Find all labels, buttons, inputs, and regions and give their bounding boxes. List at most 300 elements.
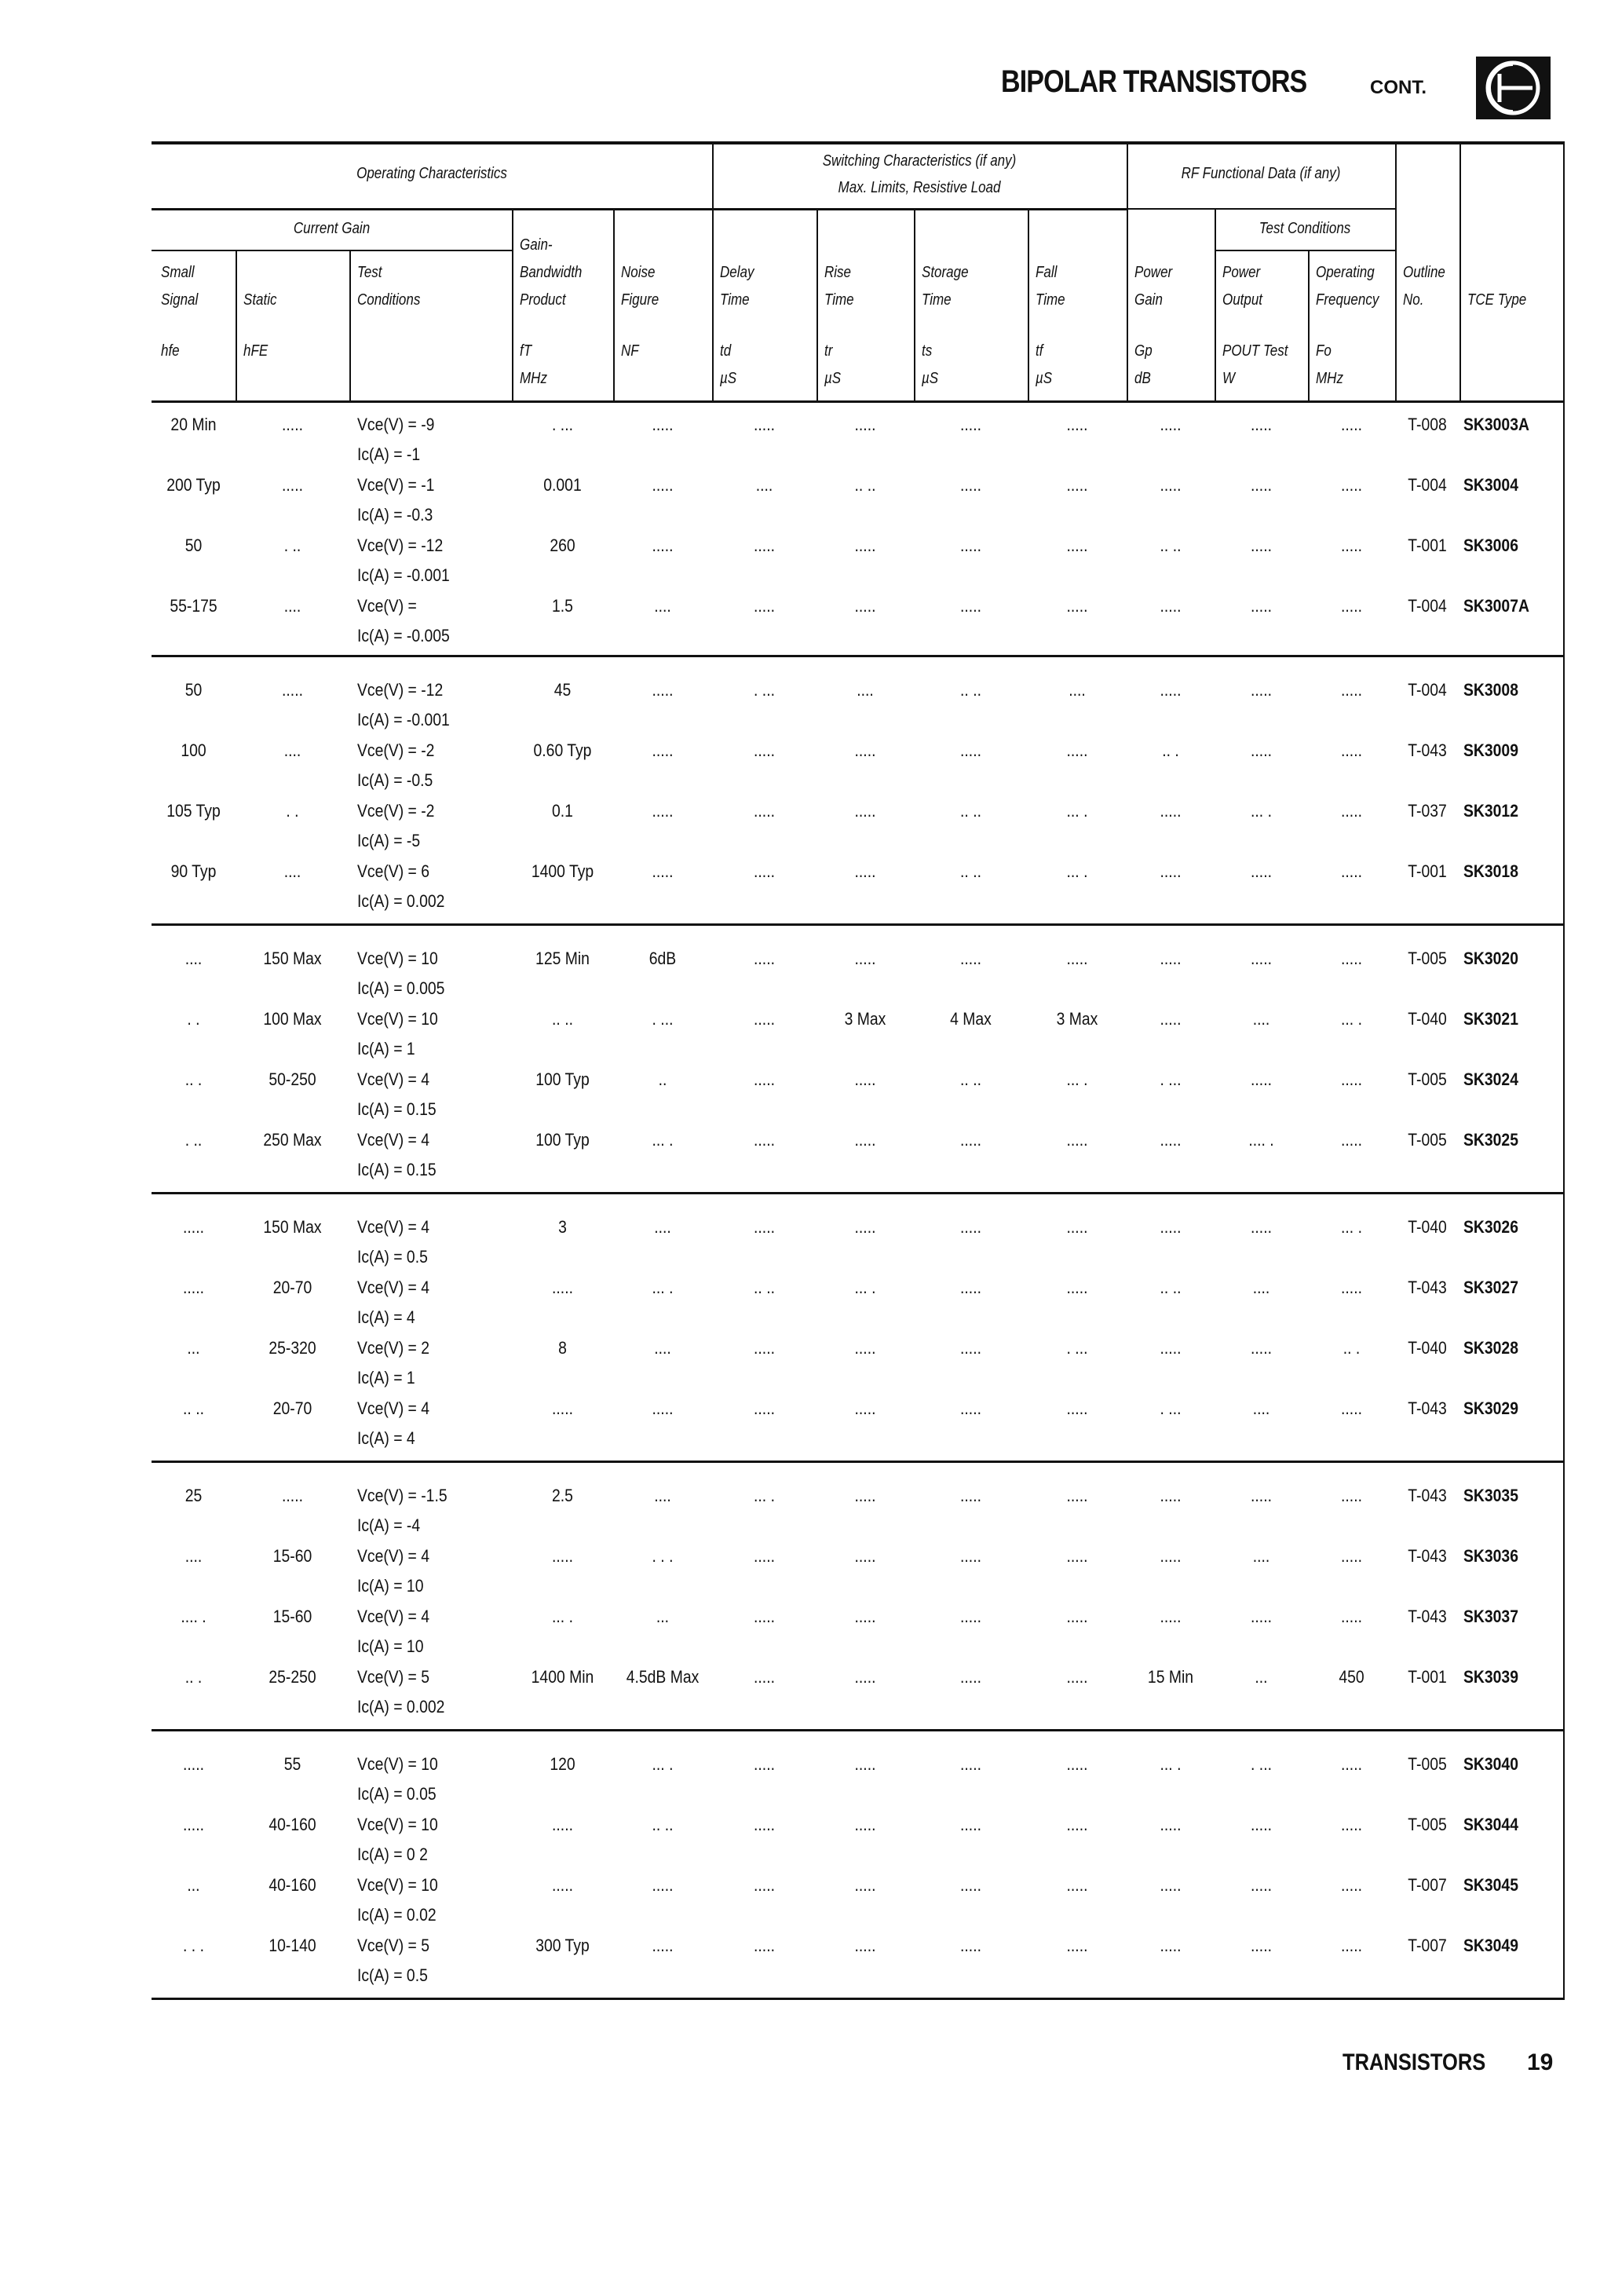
cell-ic: Ic(A) = 0.05	[357, 1784, 437, 1804]
cell-fo: .....	[1341, 596, 1362, 616]
cell-tr: ... .	[854, 1278, 876, 1297]
cell-hfe: 25-320	[269, 1338, 316, 1358]
column-header-rise: µS	[824, 370, 842, 387]
cell-td: .....	[754, 1875, 775, 1895]
cell-ft: 1.5	[552, 596, 573, 616]
cell-tf: .....	[1066, 536, 1088, 555]
cell-gp: .....	[1160, 475, 1182, 495]
column-header-tce-type: TCE Type	[1467, 291, 1527, 309]
cell-ft: 120	[550, 1754, 575, 1774]
cell-ts: .....	[960, 1486, 981, 1505]
cell-outline: T-005	[1408, 1069, 1447, 1089]
cell-hfe: .... .	[181, 1607, 206, 1626]
cell-ft: 100 Typ	[535, 1069, 590, 1089]
column-header-power-gain: Gp	[1134, 342, 1153, 360]
cell-type: SK3026	[1463, 1217, 1518, 1237]
cell-hfe: .....	[183, 1815, 204, 1834]
cell-gp: .. ..	[1160, 1278, 1182, 1297]
cell-vce: Vce(V) = -2	[357, 740, 435, 760]
cell-td: .....	[754, 1546, 775, 1566]
cell-hfe: .....	[282, 475, 303, 495]
cell-ic: Ic(A) = -4	[357, 1515, 421, 1535]
cell-gp: .....	[1160, 1130, 1182, 1150]
cell-fo: .....	[1341, 475, 1362, 495]
cell-vce: Vce(V) = 5	[357, 1936, 430, 1955]
cell-tf: .....	[1066, 596, 1088, 616]
cell-outline: T-040	[1408, 1338, 1447, 1358]
cell-type: SK3036	[1463, 1546, 1518, 1566]
cell-outline: T-040	[1408, 1009, 1447, 1029]
cell-pout: .....	[1251, 1069, 1272, 1089]
cell-hfe: 50	[184, 536, 203, 555]
column-header-power-output: Output	[1222, 291, 1263, 309]
cell-nf: ....	[654, 596, 671, 616]
column-header-small-signal: Small	[161, 264, 195, 281]
table-row	[0, 1212, 1622, 1273]
cell-nf: .....	[652, 740, 674, 760]
cell-gp: .....	[1160, 415, 1182, 434]
cell-pout: .....	[1251, 1486, 1272, 1505]
cell-tr: .....	[854, 1754, 876, 1774]
cell-gp: .....	[1160, 801, 1182, 821]
cell-type: SK3008	[1463, 680, 1518, 700]
cell-tr: .....	[854, 861, 876, 881]
column-header-power-gain: Power	[1134, 264, 1173, 281]
cell-outline: T-001	[1408, 861, 1447, 881]
cell-hfe: . .	[187, 1009, 200, 1029]
cell-hfe: 105 Typ	[166, 801, 221, 821]
cell-tf: ... .	[1066, 1069, 1088, 1089]
cell-ic: Ic(A) = 0.005	[357, 978, 445, 998]
cell-ts: .....	[960, 1217, 981, 1237]
table-row	[0, 1870, 1622, 1931]
cell-pout: .....	[1251, 1607, 1272, 1626]
cell-tr: .....	[854, 596, 876, 616]
cell-nf: .....	[652, 1875, 674, 1895]
table-row	[0, 1662, 1622, 1723]
cell-tf: .....	[1066, 1754, 1088, 1774]
cell-pout: .....	[1251, 415, 1272, 434]
cell-fo: .....	[1341, 1398, 1362, 1418]
cell-vce: Vce(V) = -2	[357, 801, 435, 821]
table-row	[0, 470, 1622, 531]
cell-vce: Vce(V) = 5	[357, 1667, 430, 1687]
cell-ft: 1400 Typ	[531, 861, 594, 881]
cell-ft: 100 Typ	[535, 1130, 590, 1150]
cell-vce: Vce(V) = 10	[357, 1009, 438, 1029]
cell-hfe: .....	[183, 1754, 204, 1774]
column-header-power-output: Power	[1222, 264, 1261, 281]
cell-td: .....	[754, 1338, 775, 1358]
cell-vce: Vce(V) = 4	[357, 1217, 430, 1237]
cell-td: .....	[754, 1069, 775, 1089]
cell-tr: .....	[854, 1936, 876, 1955]
cell-nf: ... .	[652, 1278, 674, 1297]
cell-outline: T-005	[1408, 1754, 1447, 1774]
cell-ts: .....	[960, 1398, 981, 1418]
column-header-delay: td	[720, 342, 732, 360]
cell-vce: Vce(V) = -1	[357, 475, 435, 495]
cell-tf: .....	[1066, 1875, 1088, 1895]
cell-gp: .....	[1160, 1875, 1182, 1895]
cell-outline: T-008	[1408, 415, 1447, 434]
column-header-static: hFE	[243, 342, 269, 360]
column-header-power-output: W	[1222, 370, 1236, 387]
cell-td: .....	[754, 1398, 775, 1418]
cell-gp: .....	[1160, 1607, 1182, 1626]
row-group	[0, 675, 1622, 917]
cell-ft: 3	[558, 1217, 567, 1237]
cell-hfe: 200 Typ	[166, 475, 221, 495]
cell-outline: T-043	[1408, 740, 1447, 760]
cell-nf: ...	[656, 1607, 670, 1626]
column-header-nf: Figure	[621, 291, 659, 309]
cell-nf: ....	[654, 1486, 671, 1505]
cell-tr: .....	[854, 1338, 876, 1358]
cell-hfe: 20 Min	[170, 415, 217, 434]
cell-tf: .....	[1066, 1546, 1088, 1566]
cell-type: SK3006	[1463, 536, 1518, 555]
cell-gp: . ...	[1160, 1398, 1182, 1418]
cell-hfe: .....	[183, 1217, 204, 1237]
cell-tf: .....	[1066, 1398, 1088, 1418]
footer-section: TRANSISTORS	[1343, 2049, 1486, 2075]
cell-tr: .....	[854, 1486, 876, 1505]
cell-nf: .....	[652, 415, 674, 434]
cell-fo: 450	[1339, 1667, 1364, 1687]
cell-ic: Ic(A) = 0.002	[357, 891, 445, 911]
cell-ic: Ic(A) = -0.005	[357, 626, 450, 645]
cell-type: SK3021	[1463, 1009, 1518, 1029]
cell-td: .....	[754, 415, 775, 434]
header-current-gain: Current Gain	[293, 220, 371, 237]
cell-tr: .....	[854, 1069, 876, 1089]
cell-fo: .....	[1341, 861, 1362, 881]
cell-gp: .....	[1160, 1546, 1182, 1566]
cell-nf: .....	[652, 680, 674, 700]
cell-vce: Vce(V) = 4	[357, 1546, 430, 1566]
cell-ic: Ic(A) = 10	[357, 1576, 424, 1596]
cell-ts: .. ..	[960, 801, 981, 821]
cell-type: SK3009	[1463, 740, 1518, 760]
cell-ft: 8	[558, 1338, 567, 1358]
cell-vce: Vce(V) = 10	[357, 1875, 438, 1895]
cell-type: SK3025	[1463, 1130, 1518, 1150]
column-header-delay: µS	[720, 370, 737, 387]
cell-pout: ....	[1252, 1546, 1270, 1566]
cell-td: .....	[754, 1754, 775, 1774]
table-row	[0, 1273, 1622, 1333]
cell-pout: .....	[1251, 1875, 1272, 1895]
cell-hfe: .. ..	[183, 1398, 204, 1418]
column-header-test-conditions: Conditions	[357, 291, 421, 309]
cell-ft: 0.60 Typ	[533, 740, 592, 760]
cell-pout: .....	[1251, 536, 1272, 555]
column-header-power-gain: dB	[1134, 370, 1151, 387]
cell-tf: .....	[1066, 1278, 1088, 1297]
cell-td: .....	[754, 949, 775, 968]
cell-type: SK3004	[1463, 475, 1518, 495]
cell-gp: .....	[1160, 1338, 1182, 1358]
cell-tf: .....	[1066, 1607, 1088, 1626]
cell-outline: T-005	[1408, 949, 1447, 968]
cell-tf: .....	[1066, 1130, 1088, 1150]
cell-outline: T-007	[1408, 1936, 1447, 1955]
cell-pout: ....	[1252, 1398, 1270, 1418]
cell-outline: T-043	[1408, 1486, 1447, 1505]
cell-gp: .. .	[1162, 740, 1179, 760]
column-header-storage: Time	[922, 291, 952, 309]
cell-outline: T-043	[1408, 1278, 1447, 1297]
column-header-storage: ts	[922, 342, 933, 360]
cell-gp: .....	[1160, 680, 1182, 700]
cell-hfe: . ..	[283, 536, 301, 555]
cell-nf: . ...	[652, 1009, 674, 1029]
cell-fo: .....	[1341, 949, 1362, 968]
cell-outline: T-004	[1408, 475, 1447, 495]
cell-tf: .....	[1066, 1815, 1088, 1834]
cell-type: SK3020	[1463, 949, 1518, 968]
cell-ft: 45	[553, 680, 572, 700]
cell-nf: ..	[658, 1069, 667, 1089]
cell-pout: .....	[1251, 680, 1272, 700]
cell-ts: .. ..	[960, 680, 981, 700]
cell-vce: Vce(V) = 4	[357, 1278, 430, 1297]
cell-pout: .....	[1251, 740, 1272, 760]
cell-fo: .....	[1341, 1936, 1362, 1955]
table-row	[0, 1333, 1622, 1394]
table-row	[0, 1749, 1622, 1810]
cell-gp: . ...	[1160, 1069, 1182, 1089]
cell-ic: Ic(A) = 0.5	[357, 1247, 428, 1267]
cell-gp: .....	[1160, 1009, 1182, 1029]
cell-ic: Ic(A) = 1	[357, 1039, 415, 1058]
cell-pout: .....	[1251, 596, 1272, 616]
table-row	[0, 857, 1622, 917]
cell-td: .....	[754, 1130, 775, 1150]
cell-ic: Ic(A) = -5	[357, 831, 421, 850]
cell-ts: .....	[960, 475, 981, 495]
cell-hfe: 40-160	[269, 1815, 316, 1834]
cell-hfe: 25-250	[269, 1667, 316, 1687]
cell-ic: Ic(A) = -1	[357, 444, 421, 464]
cell-hfe: .....	[282, 1486, 303, 1505]
cell-tf: .....	[1066, 475, 1088, 495]
cell-type: SK3037	[1463, 1607, 1518, 1626]
cell-outline: T-004	[1408, 596, 1447, 616]
table-row	[0, 410, 1622, 470]
cell-ic: Ic(A) = 10	[357, 1636, 424, 1656]
cell-ic: Ic(A) = 0.02	[357, 1905, 437, 1925]
cell-fo: .....	[1341, 415, 1362, 434]
cell-hfe: 55	[283, 1754, 301, 1774]
cell-ic: Ic(A) = -0.5	[357, 770, 433, 790]
cell-ft: .....	[552, 1546, 573, 1566]
cell-ic: Ic(A) = -0.001	[357, 565, 450, 585]
cell-nf: ... .	[652, 1130, 674, 1150]
cell-hfe: ...	[187, 1338, 200, 1358]
cell-nf: ... .	[652, 1754, 674, 1774]
row-group	[0, 1212, 1622, 1454]
cell-ft: .....	[552, 1815, 573, 1834]
column-header-op-freq: Operating	[1316, 264, 1375, 281]
cell-hfe: 90 Typ	[170, 861, 217, 881]
cell-tr: .....	[854, 949, 876, 968]
cell-type: SK3044	[1463, 1815, 1518, 1834]
cell-type: SK3024	[1463, 1069, 1518, 1089]
cell-vce: Vce(V) =	[357, 596, 417, 616]
cell-hfe: 20-70	[272, 1398, 312, 1418]
cell-tf: .....	[1066, 1486, 1088, 1505]
cell-ts: .....	[960, 596, 981, 616]
cell-ts: .....	[960, 415, 981, 434]
table-row	[0, 1394, 1622, 1454]
cell-td: .. ..	[754, 1278, 775, 1297]
cell-tr: .....	[854, 1875, 876, 1895]
cell-hfe: 250 Max	[263, 1130, 322, 1150]
column-header-rise: tr	[824, 342, 833, 360]
cell-gp: .....	[1160, 596, 1182, 616]
row-group	[0, 944, 1622, 1186]
cell-tf: .....	[1066, 415, 1088, 434]
cell-hfe: 150 Max	[263, 1217, 322, 1237]
cell-fo: .....	[1341, 536, 1362, 555]
cell-ts: .....	[960, 740, 981, 760]
cell-pout: ....	[1252, 1009, 1270, 1029]
cell-tr: .. ..	[854, 475, 876, 495]
cell-hfe: ....	[184, 1546, 203, 1566]
cell-td: .....	[754, 1815, 775, 1834]
cell-hfe: 50-250	[269, 1069, 316, 1089]
cell-td: .....	[754, 801, 775, 821]
row-group	[0, 1481, 1622, 1723]
cell-gp: .....	[1160, 1815, 1182, 1834]
cell-tf: .....	[1066, 1217, 1088, 1237]
cell-ts: .....	[960, 1546, 981, 1566]
column-header-static: Static	[243, 291, 277, 309]
cell-tr: .....	[854, 1546, 876, 1566]
cell-vce: Vce(V) = 4	[357, 1607, 430, 1626]
cell-hfe: ....	[184, 949, 203, 968]
cell-ts: .....	[960, 1815, 981, 1834]
cell-nf: .. ..	[652, 1815, 674, 1834]
cell-pout: .....	[1251, 475, 1272, 495]
cell-hfe: .....	[282, 680, 303, 700]
cell-hfe: . .	[286, 801, 299, 821]
cell-tf: .....	[1066, 949, 1088, 968]
cell-nf: .....	[652, 1398, 674, 1418]
cell-type: SK3049	[1463, 1936, 1518, 1955]
cell-ft: .....	[552, 1875, 573, 1895]
cell-gp: .....	[1160, 861, 1182, 881]
cell-ic: Ic(A) = 4	[357, 1428, 415, 1448]
table-row	[0, 1810, 1622, 1870]
cell-fo: .. .	[1343, 1338, 1361, 1358]
table-row	[0, 1065, 1622, 1125]
cell-hfe: ....	[283, 740, 301, 760]
column-header-delay: Time	[720, 291, 750, 309]
cell-hfe: 15-60	[272, 1607, 312, 1626]
cell-fo: .....	[1341, 1069, 1362, 1089]
cell-pout: .....	[1251, 949, 1272, 968]
cell-ft: .. ..	[552, 1009, 573, 1029]
column-header-op-freq: MHz	[1316, 370, 1343, 387]
cell-tr: 3 Max	[844, 1009, 886, 1029]
cell-type: SK3007A	[1463, 596, 1529, 616]
cell-vce: Vce(V) = 10	[357, 1815, 438, 1834]
cell-hfe: ....	[283, 861, 301, 881]
cell-tf: .....	[1066, 1667, 1088, 1687]
cell-vce: Vce(V) = 10	[357, 1754, 438, 1774]
cell-outline: T-043	[1408, 1607, 1447, 1626]
cell-tr: .....	[854, 1130, 876, 1150]
cell-ic: Ic(A) = 1	[357, 1368, 415, 1387]
cell-outline: T-001	[1408, 536, 1447, 555]
cell-ft: 125 Min	[535, 949, 590, 968]
cell-tr: ....	[857, 680, 874, 700]
row-group	[0, 1749, 1622, 1991]
cell-td: . ...	[754, 680, 775, 700]
cell-tr: .....	[854, 1398, 876, 1418]
cell-gp: .....	[1160, 1217, 1182, 1237]
cell-type: SK3018	[1463, 861, 1518, 881]
cell-hfe: 100	[181, 740, 206, 760]
cell-fo: ... .	[1341, 1217, 1362, 1237]
column-header-power-output: POUT Test	[1222, 342, 1288, 360]
cell-pout: ...	[1255, 1667, 1268, 1687]
cell-fo: .....	[1341, 1875, 1362, 1895]
cell-gp: ... .	[1160, 1754, 1182, 1774]
cell-nf: ....	[654, 1217, 671, 1237]
column-header-delay: Delay	[720, 264, 754, 281]
cell-pout: ... .	[1251, 801, 1272, 821]
cell-outline: T-043	[1408, 1546, 1447, 1566]
cell-hfe: 10-140	[269, 1936, 316, 1955]
cell-td: .....	[754, 1936, 775, 1955]
column-header-storage: Storage	[922, 264, 969, 281]
brand-logo-icon	[1476, 57, 1551, 119]
cell-td: .....	[754, 1009, 775, 1029]
cell-nf: .....	[652, 861, 674, 881]
cell-ft: 0.001	[543, 475, 582, 495]
cell-outline: T-001	[1408, 1667, 1447, 1687]
header-operating: Operating Characteristics	[356, 165, 507, 182]
cell-ft: .....	[552, 1398, 573, 1418]
header-switching: Switching Characteristics (if any)	[822, 152, 1017, 170]
cell-ts: .. ..	[960, 861, 981, 881]
cell-pout: .....	[1251, 1338, 1272, 1358]
cell-hfe: . . .	[183, 1936, 204, 1955]
cell-tf: .....	[1066, 1936, 1088, 1955]
cell-pout: .....	[1251, 1936, 1272, 1955]
cell-tr: .....	[854, 415, 876, 434]
table-row	[0, 1602, 1622, 1662]
column-header-nf: Noise	[621, 264, 656, 281]
cell-tr: .....	[854, 1815, 876, 1834]
table-row	[0, 531, 1622, 591]
cell-ft: 2.5	[552, 1486, 573, 1505]
cell-nf: .....	[652, 801, 674, 821]
cell-ts: .....	[960, 1667, 981, 1687]
cell-hfe: ....	[283, 596, 301, 616]
cell-fo: .....	[1341, 1130, 1362, 1150]
column-header-gbw: Product	[520, 291, 566, 309]
header-rf: RF Functional Data (if any)	[1181, 165, 1341, 182]
cell-type: SK3028	[1463, 1338, 1518, 1358]
cell-gp: 15 Min	[1147, 1667, 1194, 1687]
cell-ic: Ic(A) = 0.002	[357, 1697, 445, 1717]
column-header-rise: Rise	[824, 264, 852, 281]
